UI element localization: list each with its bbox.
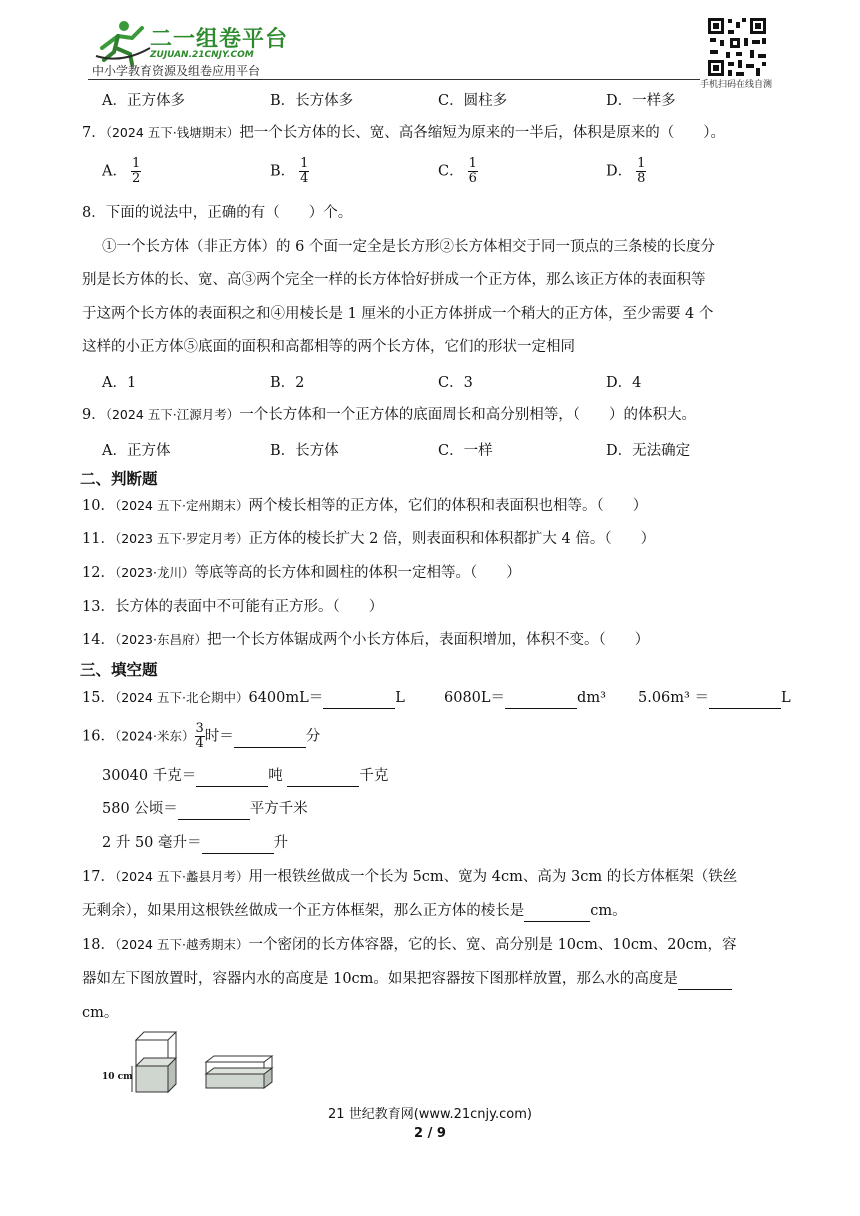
q16-line-4: 2 升 50 毫升＝ 升 — [102, 833, 288, 854]
fraction: $\frac{3}{4}$ — [195, 721, 204, 751]
q9-option-d[interactable]: D．无法确定 — [606, 443, 691, 459]
q6-option-d[interactable]: D．一样多 — [606, 93, 676, 109]
q8-option-d[interactable]: D．4 — [606, 375, 642, 391]
header-divider — [88, 79, 700, 80]
q15-part-c: 5.06m³ ＝ L — [638, 688, 791, 709]
q6-option-b[interactable]: B．长方体多 — [270, 93, 354, 109]
fraction: $\frac{1}{8}$ — [637, 156, 646, 186]
answer-blank[interactable] — [709, 688, 781, 709]
logo-text: 二一组卷平台 — [150, 27, 289, 52]
footer-site[interactable]: 21 世纪教育网(www.21cnjy.com) — [328, 1107, 532, 1122]
question-14: 14．（2023·东昌府）把一个长方体锯成两个小长方体后，表面积增加，体积不变。（ ） — [82, 632, 650, 648]
answer-blank[interactable] — [524, 901, 590, 922]
q8-line: 这样的小正方体⑤底面的面积和高都相等的两个长方体，它们的形状一定相同 — [82, 339, 575, 355]
q8-line: 别是长方体的长、宽、高③两个完全一样的长方体恰好拼成一个正方体，那么该正方体的表面积等 — [82, 272, 706, 288]
q7-option-c[interactable]: C． $\frac{1}{6}$ — [438, 156, 477, 186]
question-16: 16．（2024·米东） $\frac{3}{4}$ 时＝ 分 — [82, 721, 321, 751]
q17-line-2: 无剩余），如果用这根铁丝做成一个正方体框架，那么正方体的棱长是 cm。 — [82, 901, 627, 922]
q8-option-c[interactable]: C．3 — [438, 375, 473, 391]
q7-text: 把一个长方体的长、宽、高各缩短为原来的一半后，体积是原来的（ ）。 — [239, 125, 725, 141]
question-15: 15．（2024 五下·北仑期中）6400mL＝ L — [82, 688, 405, 709]
q16-line-3: 580 公顷＝ 平方千米 — [102, 799, 308, 820]
logo-url: ZUJUAN.21CNJY.COM — [150, 50, 254, 60]
question-11: 11．（2023 五下·罗定月考）正方体的棱长扩大 2 倍，则表面积和体积都扩大 4 倍。（ ） — [82, 531, 656, 547]
qr-caption: 手机扫码在线自测 — [700, 80, 773, 90]
answer-blank[interactable] — [505, 688, 577, 709]
q8-option-a[interactable]: A．1 — [102, 375, 137, 391]
question-17: 17．（2024 五下·蠡县月考）用一根铁丝做成一个长为 5cm、宽为 4cm、高为 3cm 的长方体框架（铁丝 — [82, 869, 738, 885]
q9-option-a[interactable]: A．正方体 — [102, 443, 171, 459]
question-9: 9．（2024 五下·江源月考）一个长方体和一个正方体的底面周长和高分别相等，（ ）的体积大。 — [82, 407, 696, 423]
q16-line-2: 30040 千克＝ 吨 千克 — [102, 766, 388, 787]
qr-code-icon[interactable] — [706, 16, 768, 78]
answer-blank[interactable] — [287, 766, 359, 787]
header-subtitle: 中小学教育资源及组卷应用平台 — [92, 64, 261, 78]
question-12: 12．（2023·龙川）等底等高的长方体和圆柱的体积一定相等。（ ） — [82, 565, 521, 581]
answer-blank[interactable] — [202, 833, 274, 854]
q9-source: （2024 五下·江源月考） — [105, 407, 240, 422]
q6-option-c[interactable]: C．圆柱多 — [438, 93, 508, 109]
q8-line: ①一个长方体（非正方体）的 6 个面一定全是长方形②长方体相交于同一顶点的三条棱的长度分 — [102, 239, 715, 255]
q18-line-2: 器如左下图放置时，容器内水的高度是 10cm。如果把容器按下图那样放置，那么水的高度是 — [82, 969, 732, 990]
question-18: 18．（2024 五下·越秀期末）一个密闭的长方体容器，它的长、宽、高分别是 10cm、10cm、20cm，容 — [82, 937, 737, 953]
q8-stem: 8．下面的说法中，正确的有（ ）个。 — [82, 205, 353, 221]
figure-label: 10 cm — [102, 1072, 133, 1082]
page-number: 2 / 9 — [414, 1126, 446, 1141]
question-10: 10．（2024 五下·定州期末）两个棱长相等的正方体，它们的体积和表面积也相等。（ ） — [82, 498, 648, 514]
q9-option-b[interactable]: B．长方体 — [270, 443, 339, 459]
answer-blank[interactable] — [323, 688, 395, 709]
fraction: $\frac{1}{6}$ — [468, 156, 477, 186]
q7-option-b[interactable]: B． $\frac{1}{4}$ — [270, 156, 309, 186]
q8-option-b[interactable]: B．2 — [270, 375, 305, 391]
answer-blank[interactable] — [678, 969, 732, 990]
q7-option-a[interactable]: A． $\frac{1}{2}$ — [102, 156, 141, 186]
q9-text: 一个长方体和一个正方体的底面周长和高分别相等，（ ）的体积大。 — [239, 407, 696, 423]
answer-blank[interactable] — [234, 727, 306, 748]
q9-option-c[interactable]: C．一样 — [438, 443, 493, 459]
answer-blank[interactable] — [178, 799, 250, 820]
q18-line-3: cm。 — [82, 1005, 119, 1021]
fraction: $\frac{1}{4}$ — [300, 156, 309, 186]
q15-part-b: 6080L＝ dm³ — [444, 688, 606, 709]
q7-source: （2024 五下·钱塘期末） — [105, 125, 240, 140]
q6-option-a[interactable]: A．正方体多 — [102, 93, 185, 109]
fraction: $\frac{1}{2}$ — [131, 156, 141, 186]
question-7 — [82, 123, 725, 143]
section-heading-fill: 三、填空题 — [80, 661, 158, 679]
q7-option-d[interactable]: D． $\frac{1}{8}$ — [606, 156, 646, 186]
q8-line: 于这两个长方体的表面积之和④用棱长是 1 厘米的小正方体拼成一个稍大的正方体，至少需要 4 个 — [82, 306, 714, 322]
question-13: 13．长方体的表面中不可能有正方形。（ ） — [82, 599, 384, 615]
answer-blank[interactable] — [196, 766, 268, 787]
q18-container-figure — [100, 1028, 280, 1098]
q7-number: 7． — [82, 125, 106, 141]
section-heading-judge: 二、判断题 — [80, 470, 158, 488]
